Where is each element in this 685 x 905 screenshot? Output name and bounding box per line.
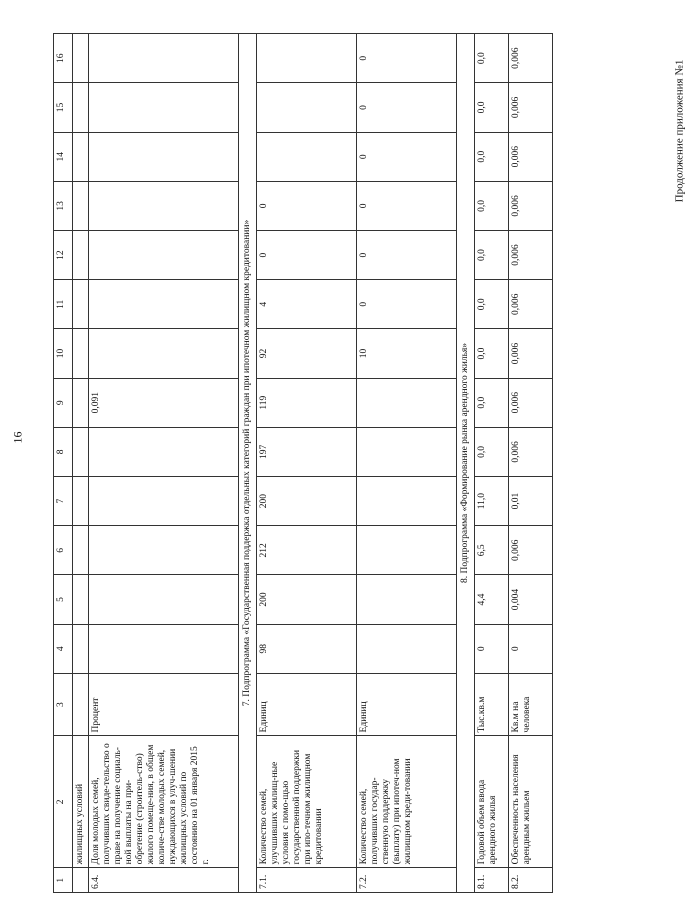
value-cell: [89, 181, 239, 230]
column-number: 14: [54, 132, 73, 181]
value-cell: [357, 575, 457, 624]
section-heading-row: [239, 34, 257, 893]
value-cell: 0,006: [509, 526, 553, 575]
value-cell: 0,006: [509, 230, 553, 279]
value-cell: 0: [357, 83, 457, 132]
value-cell: 0,004: [509, 575, 553, 624]
value-cell: 0,006: [509, 132, 553, 181]
column-number: 4: [54, 624, 73, 673]
value-cell: [89, 329, 239, 378]
table-row: [89, 34, 239, 893]
indicator-name: Обеспеченность населения арендным жильем: [509, 736, 553, 868]
value-cell: 0,0: [475, 280, 509, 329]
value-cell: [357, 526, 457, 575]
column-number: 9: [54, 378, 73, 427]
value-cell: 4: [257, 280, 357, 329]
continuation-label: Продолжение приложения №1: [673, 59, 685, 203]
column-number: 1: [54, 868, 73, 893]
value-cell: 197: [257, 427, 357, 476]
value-cell: 0,0: [475, 230, 509, 279]
value-cell: 6,5: [475, 526, 509, 575]
value-cell: 98: [257, 624, 357, 673]
column-number: 6: [54, 526, 73, 575]
section-heading-row: [457, 34, 475, 893]
column-number: 7: [54, 477, 73, 526]
row-number: 7.2.: [357, 868, 457, 893]
value-cell: 0,006: [509, 427, 553, 476]
value-cell: 0,0: [475, 427, 509, 476]
page-number: 16: [10, 431, 25, 444]
value-cell: [357, 624, 457, 673]
value-cell: 0: [475, 624, 509, 673]
table-row: [73, 34, 89, 893]
column-number: 15: [54, 83, 73, 132]
value-cell: 11,0: [475, 477, 509, 526]
value-cell: 0: [357, 181, 457, 230]
value-cell: [89, 230, 239, 279]
value-cell: [89, 624, 239, 673]
table-row: [257, 34, 357, 893]
section-7-heading: 7. Подпрограмма «Государственная поддержка отдельных категорий граждан при ипотечном жилищном кредитовании»: [239, 34, 257, 893]
row-number: 7.1.: [257, 868, 357, 893]
column-number: 3: [54, 673, 73, 736]
row-number: 6.4.: [89, 868, 239, 893]
column-number: 16: [54, 34, 73, 83]
unit: Единиц: [257, 673, 357, 736]
value-cell: 0,006: [509, 83, 553, 132]
unit: Кв.м на человека: [509, 673, 553, 736]
indicator-name: Доля молодых семей, получивших свиде-тельство о праве на получение социаль-ной выплаты на при-обретение (строитель-ство) жилого помеще-ния, в общем количе-стве молодых семей, нуждающихся в улуч-шении жилищных условий по состоянию на 01 января 2015 г.: [89, 736, 239, 868]
value-cell: 0: [357, 230, 457, 279]
unit: Процент: [89, 673, 239, 736]
indicators-table-wrapper: [53, 33, 598, 893]
value-cell: 0,006: [509, 378, 553, 427]
value-cell: 200: [257, 575, 357, 624]
indicator-name: Количество семей, получивших государ-ственную поддержку (выплату) при ипотеч-ном жилищном креди-товании: [357, 736, 457, 868]
column-number: 10: [54, 329, 73, 378]
indicator-name: жилищных условий: [73, 736, 89, 868]
table-row: [475, 34, 509, 893]
value-cell: [89, 83, 239, 132]
value-cell: 119: [257, 378, 357, 427]
value-cell: 0,0: [475, 329, 509, 378]
indicator-name: Годовой объем ввода арендного жилья: [475, 736, 509, 868]
value-cell: [257, 34, 357, 83]
value-cell: 0,006: [509, 181, 553, 230]
value-cell: 0,091: [89, 378, 239, 427]
column-number: 5: [54, 575, 73, 624]
value-cell: [89, 477, 239, 526]
value-cell: 0,0: [475, 378, 509, 427]
value-cell: [357, 427, 457, 476]
value-cell: 0,0: [475, 132, 509, 181]
value-cell: [257, 83, 357, 132]
value-cell: 92: [257, 329, 357, 378]
value-cell: 0: [357, 34, 457, 83]
value-cell: [357, 477, 457, 526]
table-row: [357, 34, 457, 893]
value-cell: [89, 280, 239, 329]
value-cell: 0: [257, 230, 357, 279]
unit: Единиц: [357, 673, 457, 736]
value-cell: 200: [257, 477, 357, 526]
value-cell: 0,006: [509, 34, 553, 83]
value-cell: [89, 34, 239, 83]
value-cell: 0,006: [509, 280, 553, 329]
row-number: 8.2.: [509, 868, 553, 893]
value-cell: 4,4: [475, 575, 509, 624]
value-cell: [89, 526, 239, 575]
value-cell: 0: [357, 280, 457, 329]
value-cell: 0,0: [475, 34, 509, 83]
value-cell: [89, 427, 239, 476]
value-cell: [89, 575, 239, 624]
value-cell: [257, 132, 357, 181]
value-cell: 212: [257, 526, 357, 575]
column-number-row: [54, 34, 73, 893]
column-number: 11: [54, 280, 73, 329]
value-cell: 0,0: [475, 181, 509, 230]
indicator-name: Количество семей, улучшивших жилищ-ные условия с помо-щью государственной поддержки при ипо-течном жилищном кредитовании: [257, 736, 357, 868]
column-number: 8: [54, 427, 73, 476]
value-cell: 0: [357, 132, 457, 181]
value-cell: 0,006: [509, 329, 553, 378]
value-cell: 0: [257, 181, 357, 230]
value-cell: 0: [509, 624, 553, 673]
row-number: 8.1.: [475, 868, 509, 893]
unit: Тыс.кв.м: [475, 673, 509, 736]
table-row: [509, 34, 553, 893]
value-cell: 0,0: [475, 83, 509, 132]
value-cell: [357, 378, 457, 427]
value-cell: 0,01: [509, 477, 553, 526]
column-number: 2: [54, 736, 73, 868]
column-number: 13: [54, 181, 73, 230]
section-8-heading: 8. Подпрограмма «Формирование рынка арендного жилья»: [457, 34, 475, 893]
column-number: 12: [54, 230, 73, 279]
value-cell: [89, 132, 239, 181]
value-cell: 10: [357, 329, 457, 378]
indicators-table: [53, 33, 553, 893]
